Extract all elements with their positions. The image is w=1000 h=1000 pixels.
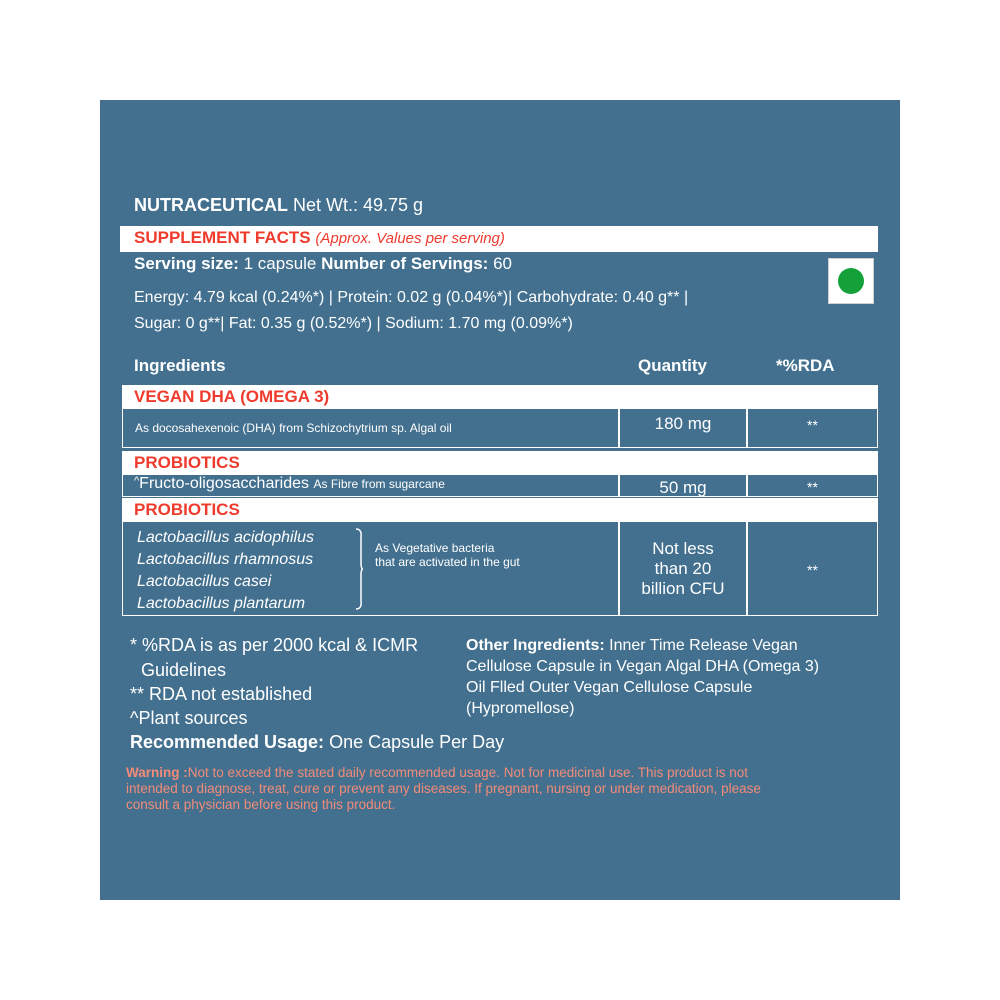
brace-icon bbox=[354, 527, 364, 611]
section-title-dha: VEGAN DHA (OMEGA 3) bbox=[134, 387, 330, 406]
dha-quantity: 180 mg bbox=[654, 414, 712, 433]
lacto-qty-1: Not less bbox=[652, 539, 714, 558]
usage-label: Recommended Usage: bbox=[130, 732, 325, 752]
nutrition-line-1: Energy: 4.79 kcal (0.24%*) | Protein: 0.02 g (0.04%*)| Carbohydrate: 0.40 g** | bbox=[134, 289, 689, 306]
category-label: NUTRACEUTICAL bbox=[134, 195, 288, 215]
fos-note: As Fibre from sugarcane bbox=[313, 477, 445, 491]
serving-info bbox=[134, 254, 512, 274]
strain-acidophilus: Lactobacillus acidophilus bbox=[137, 529, 314, 546]
fos-ingredient bbox=[134, 475, 445, 493]
header-rda: *%RDA bbox=[776, 356, 835, 375]
footnote-plant-sources: ^Plant sources bbox=[130, 708, 248, 728]
product-header bbox=[134, 195, 423, 216]
strain-plantarum: Lactobacillus plantarum bbox=[137, 595, 306, 612]
other-ingredients-text-1: Inner Time Release Vegan bbox=[609, 637, 798, 654]
header-quantity: Quantity bbox=[638, 356, 707, 375]
servings-count-label: Number of Servings: bbox=[321, 254, 489, 273]
other-ingredients-line-2: Cellulose Capsule in Vegan Algal DHA (Omega 3) bbox=[466, 658, 820, 675]
other-ingredients-line-1 bbox=[466, 637, 798, 655]
other-ingredients-line-4: (Hypromellose) bbox=[466, 700, 575, 717]
footnote-rda-2: Guidelines bbox=[141, 660, 227, 680]
dha-description: As docosahexenoic (DHA) from Schizochytrium sp. Algal oil bbox=[135, 421, 452, 435]
nutrition-line-2: Sugar: 0 g**| Fat: 0.35 g (0.52%*) | Sodium: 1.70 mg (0.09%*) bbox=[134, 315, 573, 332]
footnote-not-established: ** RDA not established bbox=[130, 684, 313, 704]
fos-caret: ^ bbox=[134, 475, 140, 487]
lacto-note-1: As Vegetative bacteria bbox=[375, 541, 495, 555]
supplement-facts-heading bbox=[134, 228, 505, 248]
warning-text-1: Not to exceed the stated daily recommended usage. Not for medicinal use. This product is not bbox=[187, 765, 749, 780]
warning-line-3: consult a physician before using this product. bbox=[126, 797, 396, 812]
fos-quantity: 50 mg bbox=[659, 478, 707, 497]
strain-casei: Lactobacillus casei bbox=[137, 573, 272, 590]
net-weight: Net Wt.: 49.75 g bbox=[293, 195, 424, 215]
warning-label: Warning : bbox=[126, 765, 188, 780]
supplement-facts-subtitle: (Approx. Values per serving) bbox=[315, 230, 505, 247]
warning-line-1 bbox=[126, 765, 748, 780]
supplement-facts-title: SUPPLEMENT FACTS bbox=[134, 228, 311, 247]
lacto-note-2: that are activated in the gut bbox=[375, 555, 520, 569]
footnote-rda-1: * %RDA is as per 2000 kcal & ICMR bbox=[130, 635, 419, 655]
serving-size-value: 1 capsule bbox=[243, 254, 317, 273]
lacto-rda: ** bbox=[807, 562, 818, 578]
other-ingredients-label: Other Ingredients: bbox=[466, 637, 605, 654]
other-ingredients-line-3: Oil Flled Outer Vegan Cellulose Capsule bbox=[466, 679, 753, 696]
strain-rhamnosus: Lactobacillus rhamnosus bbox=[137, 551, 314, 568]
fos-rda: ** bbox=[807, 479, 818, 495]
servings-count-value: 60 bbox=[493, 254, 512, 273]
warning-line-2: intended to diagnose, treat, cure or prevent any diseases. If pregnant, nursing or under medication, please bbox=[126, 781, 761, 796]
section-title-probiotics-1: PROBIOTICS bbox=[134, 453, 240, 472]
section-title-probiotics-2: PROBIOTICS bbox=[134, 500, 240, 519]
lacto-qty-2: than 20 bbox=[654, 559, 712, 578]
header-ingredients: Ingredients bbox=[134, 356, 226, 375]
fos-name: Fructo-oligosaccharides bbox=[139, 475, 310, 492]
dha-rda: ** bbox=[807, 417, 818, 433]
serving-size-label: Serving size: bbox=[134, 254, 239, 273]
usage-value: One Capsule Per Day bbox=[329, 732, 505, 752]
veg-mark-icon bbox=[828, 258, 874, 304]
lacto-qty-3: billion CFU bbox=[641, 579, 725, 598]
recommended-usage bbox=[130, 732, 504, 753]
